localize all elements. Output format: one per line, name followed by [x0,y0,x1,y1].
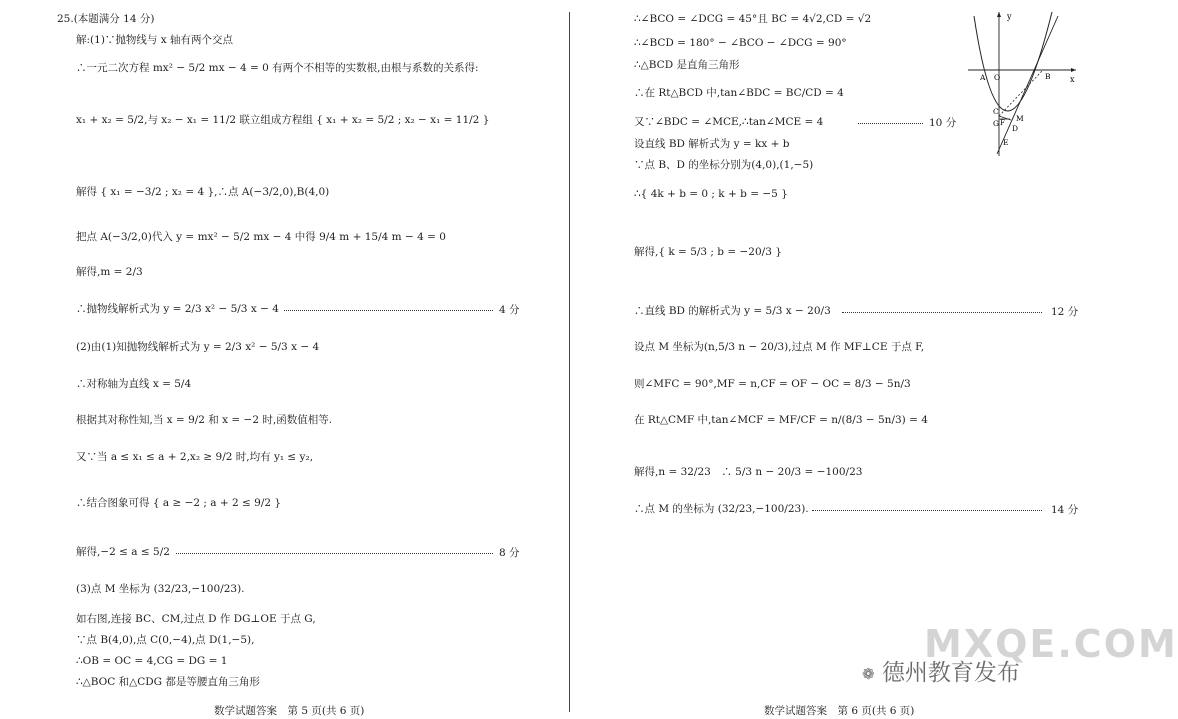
solution-line-25: ∵点 B、D 的坐标分别为(4,0),(1,−5) [634,159,814,171]
solution-line-31: 在 Rt△CMF 中,tan∠MCF = MF/CF = n/(8/3 − 5n/3) = 4 [634,414,928,426]
label-o: O [994,73,1001,82]
score-8: 8 分 [499,547,520,559]
solution-line-1: 解:(1)∵抛物线与 x 轴有两个交点 [76,34,234,46]
x-axis-arrow [1071,68,1076,72]
solution-line-23: 又∵∠BDC = ∠MCE,∴tan∠MCE = 4 [634,116,824,128]
solution-line-2: ∴一元二次方程 mx² − 5/2 mx − 4 = 0 有两个不相等的实数根,由根与系数的关系得: [76,62,479,74]
score-leader [812,510,1042,511]
watermark-account: ❁ 德州教育发布 [862,660,1020,686]
line-bd [997,16,1058,154]
solution-line-33: ∴点 M 的坐标为 (32/23,−100/23). [634,503,809,515]
score-4: 4 分 [499,304,520,316]
solution-line-5: 把点 A(−3/2,0)代入 y = mx² − 5/2 mx − 4 中得 9/4 m + 15/4 m − 4 = 0 [76,231,446,243]
score-leader [858,123,923,124]
label-m: M [1016,114,1024,123]
solution-line-7: ∴抛物线解析式为 y = 2/3 x² − 5/3 x − 4 [76,303,279,315]
solution-line-19: ∴∠BCO = ∠DCG = 45°且 BC = 4√2,CD = √2 [634,13,872,25]
solution-line-10: 根据其对称性知,当 x = 9/2 和 x = −2 时,函数值相等. [76,414,333,426]
solution-line-12: ∴结合图象可得 { a ≥ −2 ; a + 2 ≤ 9/2 } [76,497,282,509]
score-leader [842,312,1042,313]
solution-line-4: 解得 { x₁ = −3/2 ; x₂ = 4 },∴点 A(−3/2,0),B(4,0) [76,186,330,198]
solution-line-30: 则∠MFC = 90°,MF = n,CF = OF − OC = 8/3 − 5n/3 [634,378,911,390]
score-14: 14 分 [1051,504,1079,516]
solution-line-26: ∴{ 4k + b = 0 ; k + b = −5 } [634,188,788,200]
parabola-figure [966,8,1080,158]
label-a: A [980,73,986,82]
score-leader [176,553,493,554]
y-axis-arrow [997,12,1001,17]
label-c: C [993,107,999,116]
solution-line-11: 又∵当 a ≤ x₁ ≤ a + 2,x₂ ≥ 9/2 时,均有 y₁ ≤ y₂, [76,451,314,463]
solution-line-29: 设点 M 坐标为(n,5/3 n − 20/3),过点 M 作 MF⊥CE 于点 F, [634,341,925,353]
label-e: E [1003,138,1009,147]
label-d: D [1012,124,1019,133]
watermark-site: MXQE.COM [924,622,1178,666]
score-10: 10 分 [929,117,957,129]
solution-line-16: ∵点 B(4,0),点 C(0,−4),点 D(1,−5), [76,634,255,646]
solution-line-17: ∴OB = OC = 4,CG = DG = 1 [76,655,228,667]
solution-line-13: 解得,−2 ≤ a ≤ 5/2 [76,546,170,558]
solution-line-22: ∴在 Rt△BCD 中,tan∠BDC = BC/CD = 4 [634,87,844,99]
solution-line-27: 解得,{ k = 5/3 ; b = −20/3 } [634,246,782,258]
solution-line-6: 解得,m = 2/3 [76,266,143,278]
page-footer-left: 数学试题答案 第 5 页(共 6 页) [214,705,365,717]
score-12: 12 分 [1051,306,1079,318]
solution-line-20: ∴∠BCD = 180° − ∠BCO − ∠DCG = 90° [634,37,847,49]
segment-bc [999,70,1043,116]
question-number: 25.(本题满分 14 分) [57,13,155,25]
page-footer-right: 数学试题答案 第 6 页(共 6 页) [764,705,915,717]
label-b: B [1045,72,1051,81]
solution-line-24: 设直线 BD 解析式为 y = kx + b [634,138,790,150]
score-leader [284,310,493,311]
solution-line-14: (3)点 M 坐标为 (32/23,−100/23). [76,583,245,595]
label-g: G [993,119,999,128]
solution-line-32: 解得,n = 32/23 ∴ 5/3 n − 20/3 = −100/23 [634,466,863,478]
solution-line-21: ∴△BCD 是直角三角形 [634,59,740,71]
label-y: y [1007,12,1012,21]
solution-line-28: ∴直线 BD 的解析式为 y = 5/3 x − 20/3 [634,305,831,317]
label-x: x [1070,75,1075,84]
solution-line-8: (2)由(1)知抛物线解析式为 y = 2/3 x² − 5/3 x − 4 [76,341,320,353]
solution-line-18: ∴△BOC 和△CDG 都是等腰直角三角形 [76,676,260,688]
solution-line-9: ∴对称轴为直线 x = 5/4 [76,378,192,390]
parabola-curve [974,12,1052,111]
solution-line-15: 如右图,连接 BC、CM,过点 D 作 DG⊥OE 于点 G, [76,613,316,625]
solution-line-3: x₁ + x₂ = 5/2,与 x₂ − x₁ = 11/2 联立组成方程组 { x₁ + x₂ = 5/2 ; x₂ − x₁ = 11/2 } [76,114,490,126]
wechat-icon: ❁ [862,665,875,683]
label-f: F [1000,119,1005,127]
page-divider [569,12,570,712]
